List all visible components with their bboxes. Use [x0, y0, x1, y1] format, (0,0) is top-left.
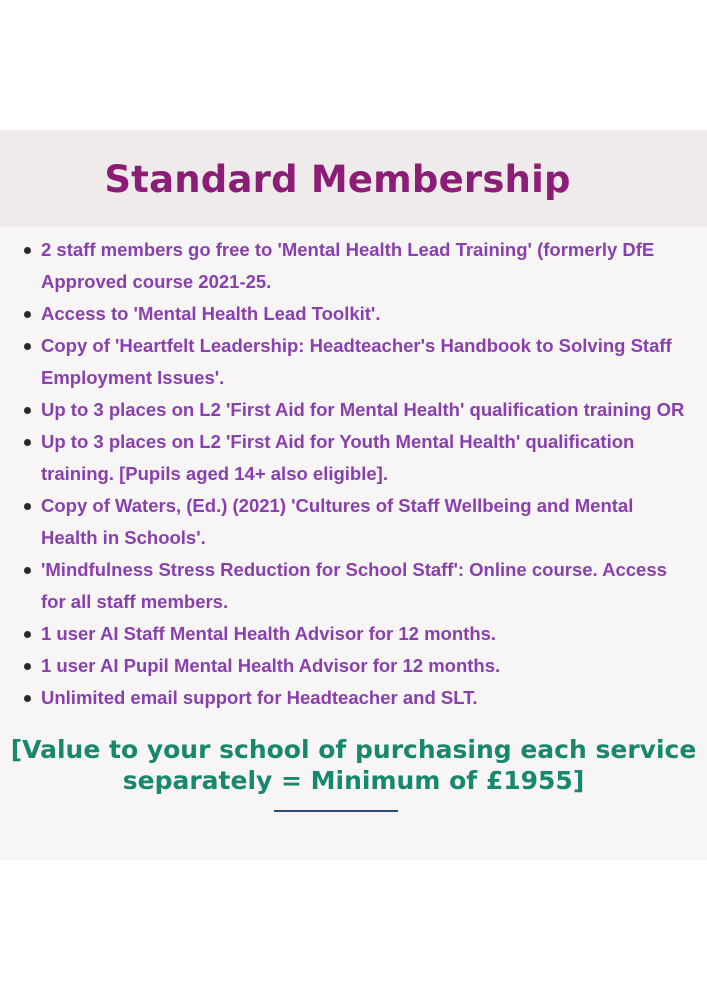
- list-item: [0, 298, 707, 330]
- list-item: [0, 618, 707, 650]
- benefit-text: 2 staff members go free to 'Mental Health Lead Training' (formerly DfE Approved course 2021-25.: [41, 239, 655, 292]
- bullet-icon: [24, 407, 31, 414]
- benefit-text: 'Mindfulness Stress Reduction for School Staff': Online course. Access for all staff members.: [41, 559, 667, 612]
- bullet-icon: [24, 567, 31, 574]
- benefit-text: 1 user AI Pupil Mental Health Advisor for 12 months.: [41, 655, 501, 676]
- list-item: [0, 650, 707, 682]
- value-statement: [0, 734, 707, 796]
- bullet-icon: [24, 695, 31, 702]
- bullet-icon: [24, 311, 31, 318]
- list-item: [0, 554, 707, 618]
- benefit-text: Copy of Waters, (Ed.) (2021) 'Cultures of Staff Wellbeing and Mental Health in Schools'.: [41, 495, 634, 548]
- benefit-text: Unlimited email support for Headteacher and SLT.: [41, 687, 478, 708]
- list-item: [0, 234, 707, 298]
- bullet-icon: [24, 439, 31, 446]
- membership-card: [0, 130, 707, 860]
- value-statement-line-1: [Value to your school of purchasing each service: [10, 735, 697, 764]
- bullet-icon: [24, 663, 31, 670]
- card-header: [0, 130, 707, 227]
- list-item: [0, 330, 707, 394]
- divider: [274, 810, 398, 812]
- benefits-list: [0, 227, 707, 714]
- benefit-text: Up to 3 places on L2 'First Aid for Youth Mental Health' qualification training. [Pupils aged 14+ also eligible].: [41, 431, 635, 484]
- bullet-icon: [24, 247, 31, 254]
- benefit-text: Up to 3 places on L2 'First Aid for Mental Health' qualification training OR: [41, 399, 685, 420]
- list-item: [0, 682, 707, 714]
- page-title: Standard Membership: [104, 158, 571, 201]
- bullet-icon: [24, 631, 31, 638]
- list-item: [0, 394, 707, 426]
- bullet-icon: [24, 343, 31, 350]
- benefit-text: Access to 'Mental Health Lead Toolkit'.: [41, 303, 381, 324]
- bullet-icon: [24, 503, 31, 510]
- list-item: [0, 490, 707, 554]
- value-statement-line-2: separately = Minimum of £1955]: [122, 766, 585, 795]
- list-item: [0, 426, 707, 490]
- benefit-text: Copy of 'Heartfelt Leadership: Headteacher's Handbook to Solving Staff Employment Issues'.: [41, 335, 672, 388]
- benefit-text: 1 user AI Staff Mental Health Advisor for 12 months.: [41, 623, 497, 644]
